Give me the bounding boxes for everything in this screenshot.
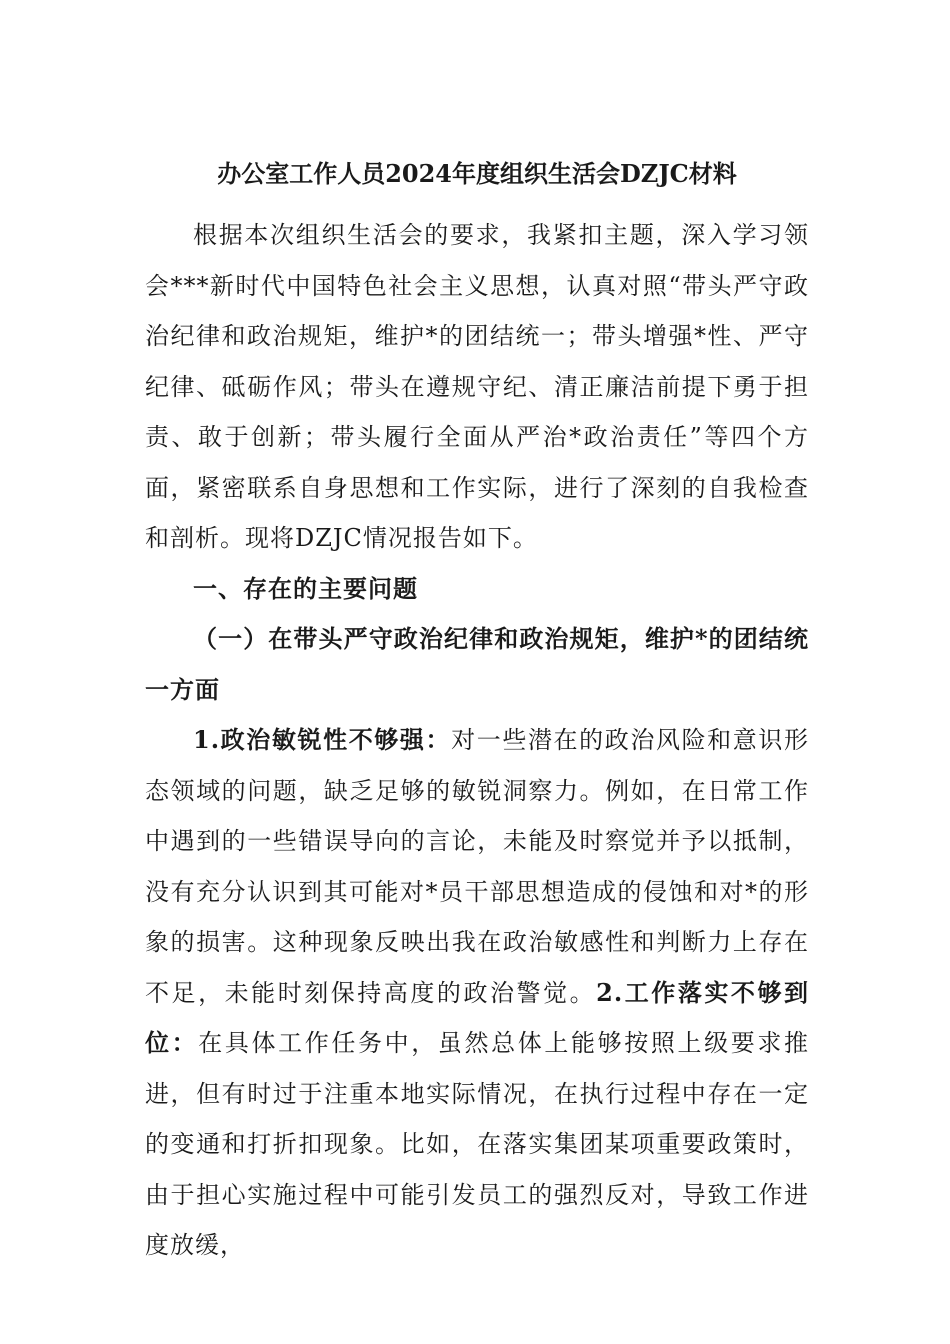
intro-paragraph: 根据本次组织生活会的要求，我紧扣主题，深入学习领会***新时代中国特色社会主义思想，认真对照“带头严守政治纪律和政治规矩，维护*的团结统一；带头增强*性、严守纪律、砥砺作风；带头在遵规守纪、清正廉洁前提下勇于担责、敢于创新；带头履行全面从严治*政治责任”等四个方面，紧密联系自身思想和工作实际，进行了深刻的自我检查和剖析。现将DZJC情况报告如下。	[145, 221, 809, 552]
item2-label: 2.工作落实不够到位：	[145, 977, 809, 1057]
item2-text: 在具体工作任务中，虽然总体上能够按照上级要求推进，但有时过于注重本地实际情况，在执行过程中存在一定的变通和打折扣现象。比如，在落实集团某项重要政策时，由于担心实施过程中可能引发员工的强烈反对，导致工作进度放缓，	[145, 1029, 809, 1259]
problem-items-paragraph	[145, 715, 809, 1271]
item1-text: 对一些潜在的政治风险和意识形态领域的问题，缺乏足够的敏锐洞察力。例如，在日常工作中遇到的一些错误导向的言论，未能及时察觉并予以抵制，没有充分认识到其可能对*员干部思想造成的侵蚀和对*的形象的损害。这种现象反映出我在政治敏感性和判断力上存在不足，未能时刻保持高度的政治警觉。	[145, 726, 810, 1007]
section-heading-problems: 一、存在的主要问题	[193, 573, 418, 603]
item1-label: 1.政治敏锐性不够强：	[193, 725, 452, 754]
document-page	[145, 150, 809, 1271]
document-title: 办公室工作人员2024年度组织生活会DZJC材料	[217, 159, 737, 188]
subsection-heading-political-discipline: （一）在带头严守政治纪律和政治规矩，维护*的团结统一方面	[145, 624, 809, 704]
